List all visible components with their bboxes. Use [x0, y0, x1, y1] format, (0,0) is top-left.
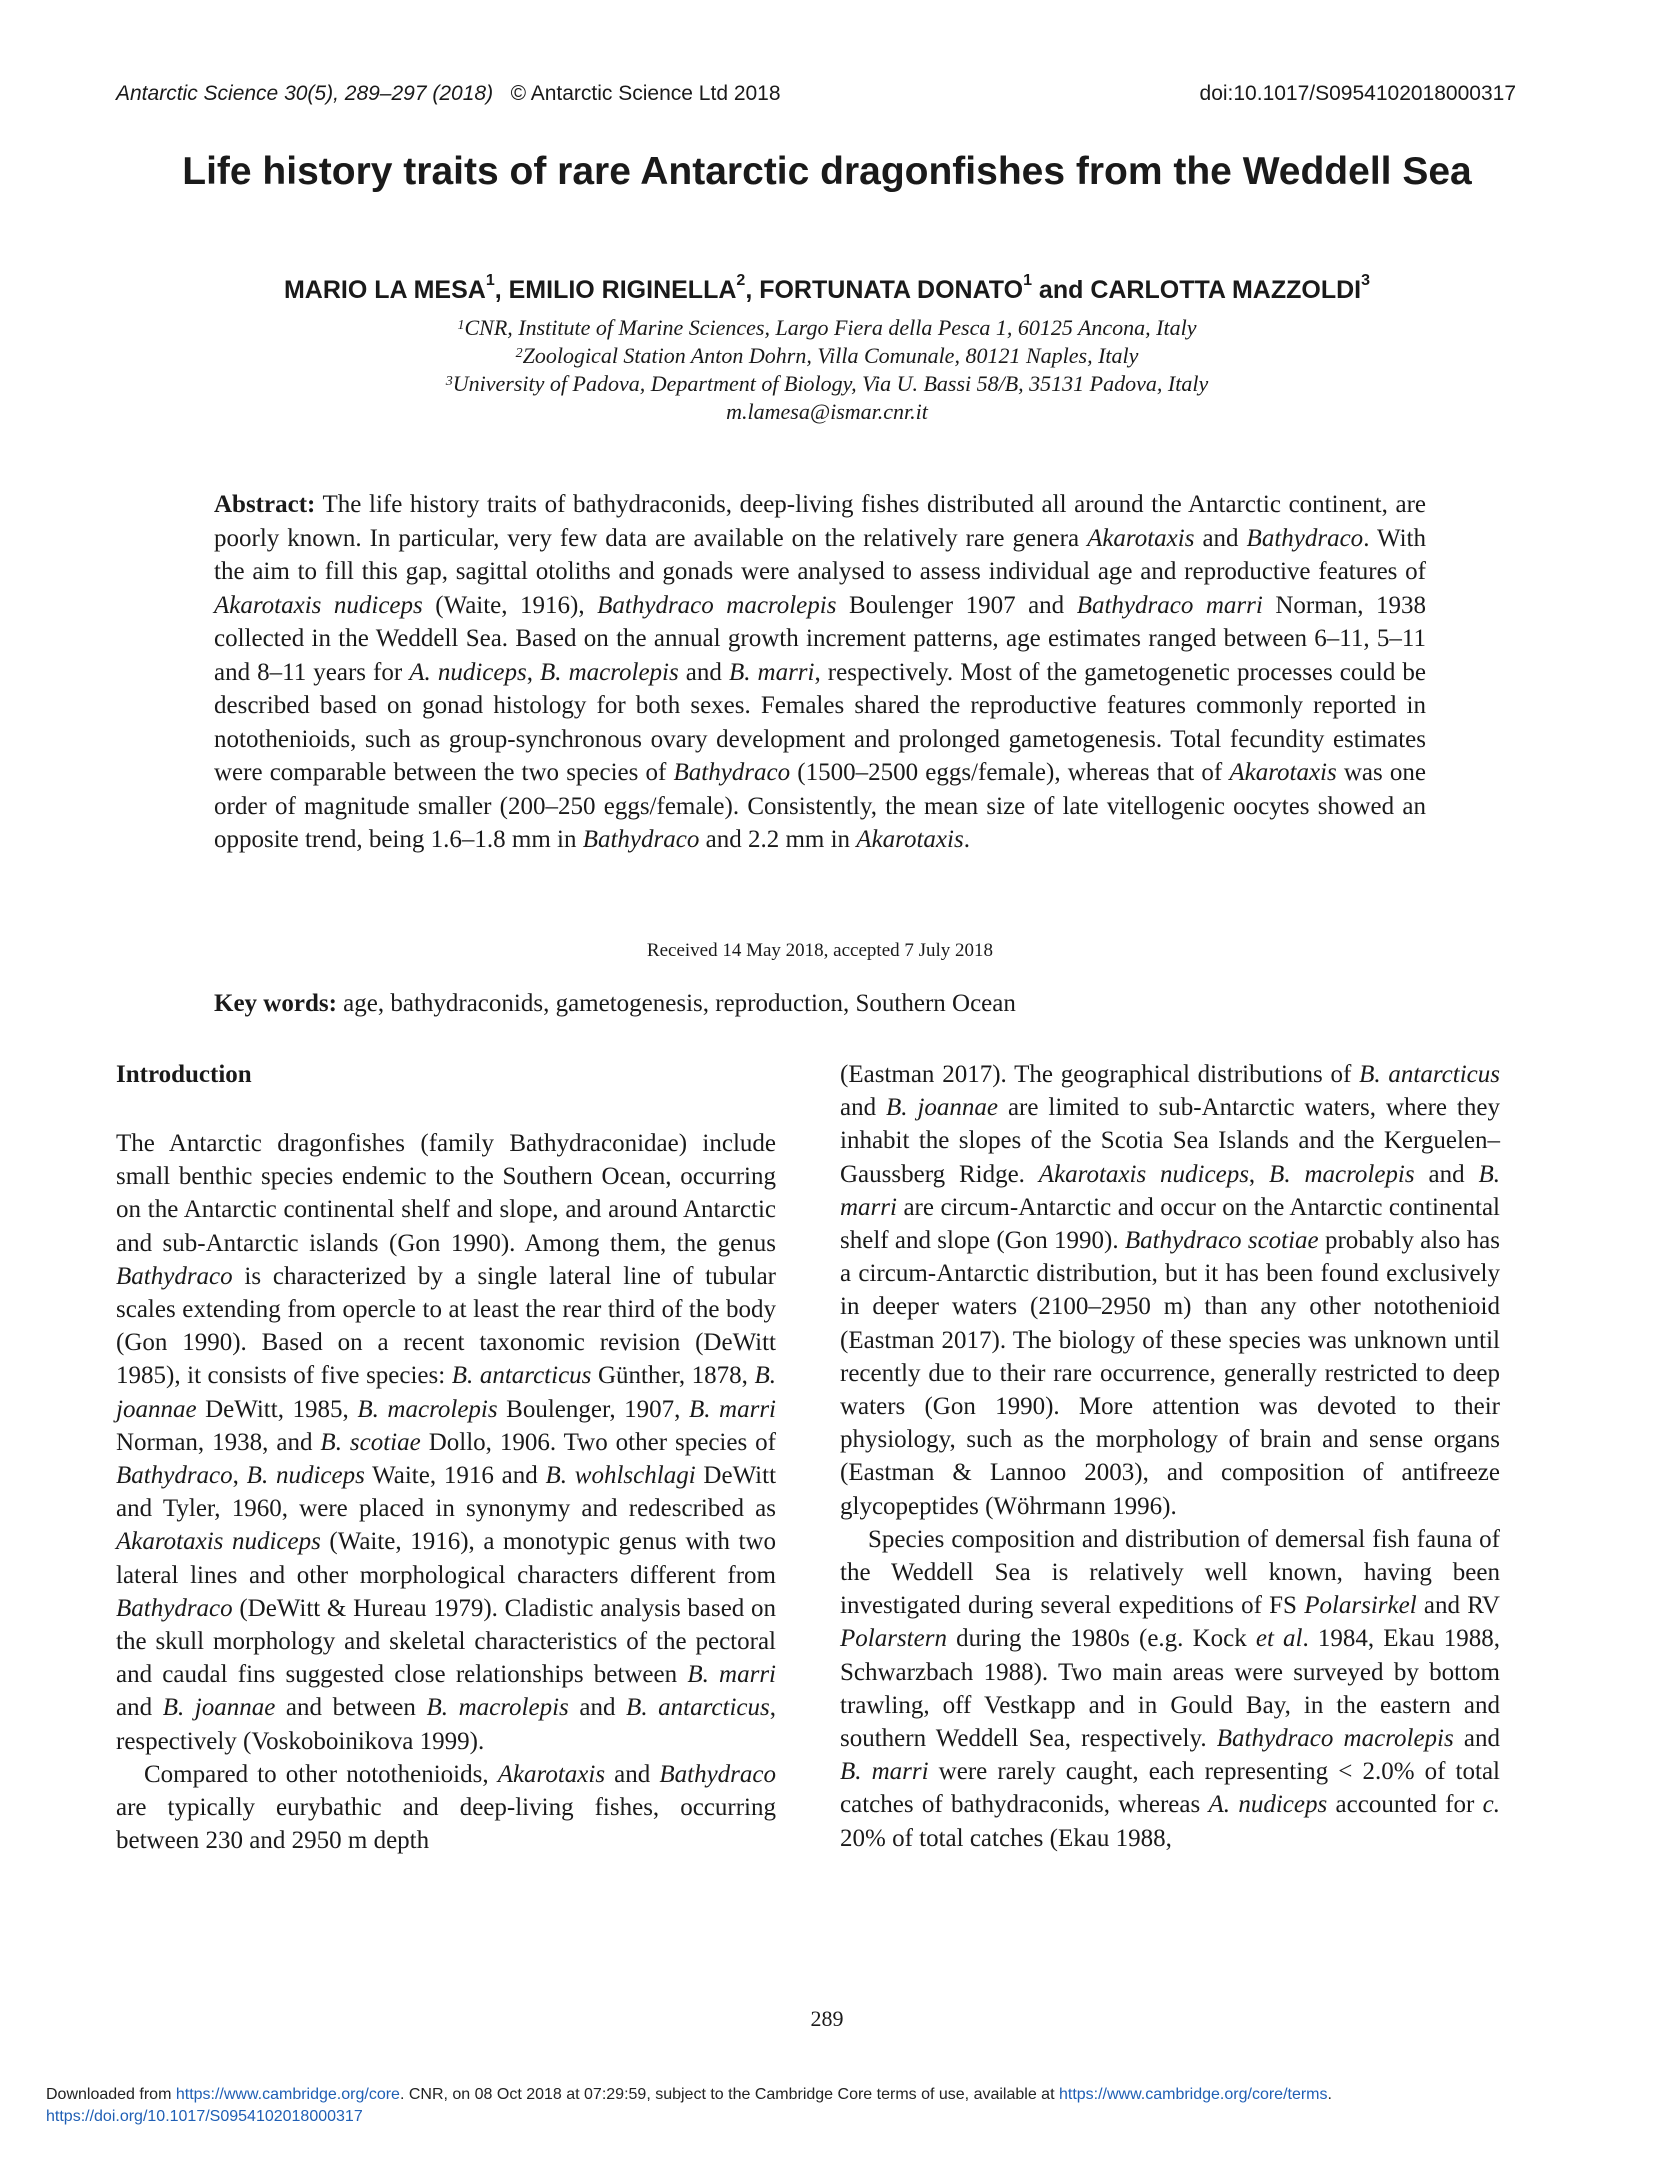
- paragraph: Compared to other notothenioids, Akarotaxis and Bathydraco are typically eurybathic and deep-living fishes, occurring between 230 and 2950 m depth: [116, 1760, 776, 1855]
- running-header: [116, 82, 1516, 112]
- paragraph: The Antarctic dragonfishes (family Bathydraconidae) include small benthic species endemic to the Southern Ocean, occurring on the Antarctic continental shelf and slope, and around Antarctic and sub-Antarctic islands (Gon 1990). Among them, the genus Bathydraco is characterized by a single lateral line of tubular scales extending from opercle to at least the rear third of the body (Gon 1990). Based on a recent taxonomic revision (DeWitt 1985), it consists of five species: B. antarcticus Günther, 1878, B. joannae DeWitt, 1985, B. macrolepis Boulenger, 1907, B. marri Norman, 1938, and B. scotiae Dollo, 1906. Two other species of Bathydraco, B. nudiceps Waite, 1916 and B. wohlschlagi DeWitt and Tyler, 1960, were placed in synonymy and redescribed as Akarotaxis nudiceps (Waite, 1916), a monotypic genus with two lateral lines and other morphological characters different from Bathydraco (DeWitt & Hureau 1979). Cladistic analysis based on the skull morphology and skeletal characteristics of the pectoral and caudal fins suggested close relationships between B. marri and B. joannae and between B. macrolepis and B. antarcticus, respectively (Voskoboinikova 1999).: [116, 1130, 777, 1755]
- abstract-label: Abstract:: [214, 491, 316, 518]
- affiliations: [200, 314, 1454, 426]
- paragraph: Species composition and distribution of demersal fish fauna of the Weddell Sea is relatively well known, having been investigated during several expeditions of FS Polarsirkel and RV Polarstern during the 1980s (e.g. Kock et al. 1984, Ekau 1988, Schwarzbach 1988). Two main areas were surveyed by bottom trawling, off Vestkapp and in Gould Bay, in the eastern and southern Weddell Sea, respectively. Bathydraco macrolepis and B. marri were rarely caught, each representing < 2.0% of total catches of bathydraconids, whereas A. nudiceps accounted for c. 20% of total catches (Ekau 1988,: [840, 1525, 1500, 1852]
- affiliation-3: $^3$University of Padova, Department of Biology, Via U. Bassi 58/B, 35131 Padova, Italy: [445, 371, 1209, 396]
- journal-citation: Antarctic Science 30(5), 289–297 (2018): [116, 82, 494, 105]
- keywords-text: age, bathydraconids, gametogenesis, reproduction, Southern Ocean: [336, 990, 1016, 1017]
- affiliation-1: $^1$CNR, Institute of Marine Sciences, Largo Fiera della Pesca 1, 60125 Ancona, Italy: [457, 315, 1197, 340]
- author-affiliation-mark: 1: [1023, 272, 1032, 289]
- affiliation-2: $^2$Zoological Station Anton Dohrn, Villa Comunale, 80121 Naples, Italy: [515, 343, 1139, 368]
- keywords-label: Key words:: [214, 990, 337, 1017]
- copyright: © Antarctic Science Ltd 2018: [510, 82, 781, 105]
- journal-info: [116, 82, 781, 106]
- author-affiliation-mark: 3: [1361, 272, 1371, 289]
- corresponding-email[interactable]: m.lamesa@ismar.cnr.it: [726, 399, 928, 424]
- header-doi: doi:10.1017/S0954102018000317: [1199, 82, 1516, 105]
- right-column: [840, 1058, 1500, 1855]
- received-dates: Received 14 May 2018, accepted 7 July 2018: [646, 940, 994, 961]
- author-name: CARLOTTA MAZZOLDI: [1090, 276, 1362, 304]
- author-name: EMILIO RIGINELLA: [508, 276, 737, 304]
- author-name: MARIO LA MESA: [283, 276, 486, 304]
- author-affiliation-mark: 2: [736, 272, 746, 289]
- doi-link[interactable]: https://doi.org/10.1017/S0954102018000317: [46, 2108, 363, 2125]
- core-link[interactable]: https://www.cambridge.org/core: [175, 2086, 400, 2103]
- page-number: 289: [810, 2006, 844, 2031]
- abstract: [214, 488, 1426, 857]
- section-heading-introduction: Introduction: [116, 1061, 252, 1088]
- keywords: [214, 990, 1426, 1018]
- left-column: [116, 1058, 776, 1857]
- author-name: FORTUNATA DONATO: [759, 276, 1024, 304]
- paragraph: (Eastman 2017). The geographical distributions of B. antarcticus and B. joannae are limited to sub-Antarctic waters, where they inhabit the slopes of the Scotia Sea Islands and the Kerguelen–Gaussberg Ridge. Akarotaxis nudiceps, B. macrolepis and B. marri are circum-Antarctic and occur on the Antarctic continental shelf and slope (Gon 1990). Bathydraco scotiae probably also has a circum-Antarctic distribution, but it has been found exclusively in deeper waters (2100–2950 m) than any other notothenioid (Eastman 2017). The biology of these species was unknown until recently due to their rare occurrence, generally restricted to deep waters (Gon 1990). More attention was devoted to their physiology, such as the morphology of brain and sense organs (Eastman & Lannoo 2003), and composition of antifreeze glycopeptides (Wöhrmann 1996).: [840, 1061, 1501, 1520]
- download-footer: Downloaded from https://www.cambridge.org/core. CNR, on 08 Oct 2018 at 07:29:59, subject to the Cambridge Core terms of use, available at https://www.cambridge.org/core/terms. https://doi.org/10.1017/S0954102018000317: [46, 2086, 1332, 2125]
- author-affiliation-mark: 1: [485, 272, 495, 289]
- abstract-text: The life history traits of bathydraconids, deep-living fishes distributed all around the Antarctic continent, are poorly known. In particular, very few data are available on the relatively rare genera Akarotaxis and Bathydraco. With the aim to fill this gap, sagittal otoliths and gonads were analysed to assess individual age and reproductive features of Akarotaxis nudiceps (Waite, 1916), Bathydraco macrolepis Boulenger 1907 and Bathydraco marri Norman, 1938 collected in the Weddell Sea. Based on the annual growth increment patterns, age estimates ranged between 6–11, 5–11 and 8–11 years for A. nudiceps, B. macrolepis and B. marri, respectively. Most of the gametogenetic processes could be described based on gonad histology for both sexes. Females shared the reproductive features commonly reported in notothenioids, such as group-synchronous ovary development and prolonged gametogenesis. Total fecundity estimates were comparable between the two species of Bathydraco (1500–2500 eggs/female), whereas that of Akarotaxis was one order of magnitude smaller (200–250 eggs/female). Consistently, the mean size of late vitellogenic oocytes showed an opposite trend, being 1.6–1.8 mm in Bathydraco and 2.2 mm in Akarotaxis.: [214, 491, 1426, 853]
- terms-link[interactable]: https://www.cambridge.org/core/terms: [1058, 2086, 1328, 2103]
- author-list: MARIO LA MESA$^1$, EMILIO RIGINELLA$^2$, FORTUNATA DONATO$^1$ and CARLOTTA MAZZOLDI$^3$: [283, 272, 1371, 304]
- article-title: Life history traits of rare Antarctic dragonfishes from the Weddell Sea: [182, 150, 1472, 193]
